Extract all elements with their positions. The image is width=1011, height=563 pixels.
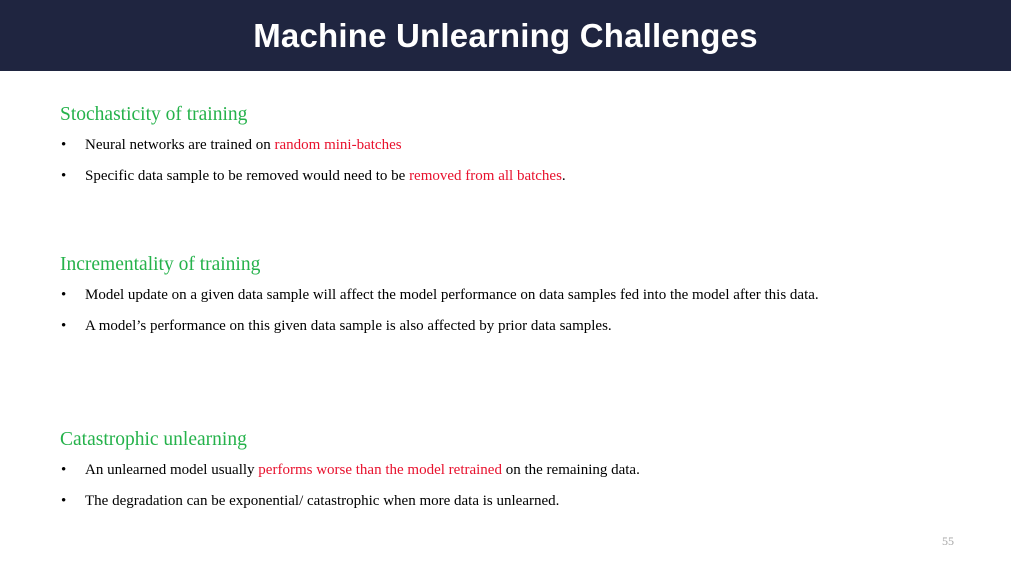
list-item xyxy=(60,286,960,305)
bullet-text-part: on the remaining data. xyxy=(501,462,640,479)
slide-body xyxy=(0,71,1011,563)
section-heading: Incrementality of training xyxy=(60,254,261,275)
slide-title-bar xyxy=(0,0,1011,71)
list-item xyxy=(60,136,960,155)
bullet-text: Model update on a given data sample will affect the model performance on data samples fed into the model after this data. xyxy=(85,287,819,304)
page-title: Machine Unlearning Challenges xyxy=(253,17,758,54)
section-stochasticity xyxy=(60,103,960,198)
bullet-marker: • xyxy=(61,137,67,154)
section-heading: Catastrophic unlearning xyxy=(60,429,247,450)
bullet-text-highlight: removed from all batches xyxy=(409,168,562,185)
section-heading: Stochasticity of training xyxy=(60,104,248,125)
bullet-text-highlight: performs worse than the model retrained xyxy=(258,462,502,479)
bullet-marker: • xyxy=(61,462,67,479)
list-item xyxy=(60,492,960,511)
list-item xyxy=(60,317,960,336)
bullet-text-part: Neural networks are trained on xyxy=(85,137,275,154)
section-incrementality xyxy=(60,253,960,348)
bullet-text xyxy=(85,136,960,155)
bullet-text xyxy=(85,461,960,480)
bullet-text: The degradation can be exponential/ catastrophic when more data is unlearned. xyxy=(85,493,560,510)
section-catastrophic-unlearning xyxy=(60,428,960,523)
bullet-text-part: An unlearned model usually xyxy=(85,462,259,479)
page-number: 55 xyxy=(942,534,954,548)
bullet-text-highlight: random mini-batches xyxy=(274,137,402,154)
list-item xyxy=(60,461,960,480)
bullet-marker: • xyxy=(61,287,67,304)
bullet-marker: • xyxy=(61,168,67,185)
list-item xyxy=(60,167,960,186)
bullet-text xyxy=(85,167,960,186)
bullet-text: A model’s performance on this given data sample is also affected by prior data samples. xyxy=(85,318,612,335)
bullet-text-part: Specific data sample to be removed would need to be xyxy=(85,168,410,185)
bullet-marker: • xyxy=(61,318,67,335)
bullet-text-part: . xyxy=(561,168,566,185)
bullet-marker: • xyxy=(61,493,67,510)
